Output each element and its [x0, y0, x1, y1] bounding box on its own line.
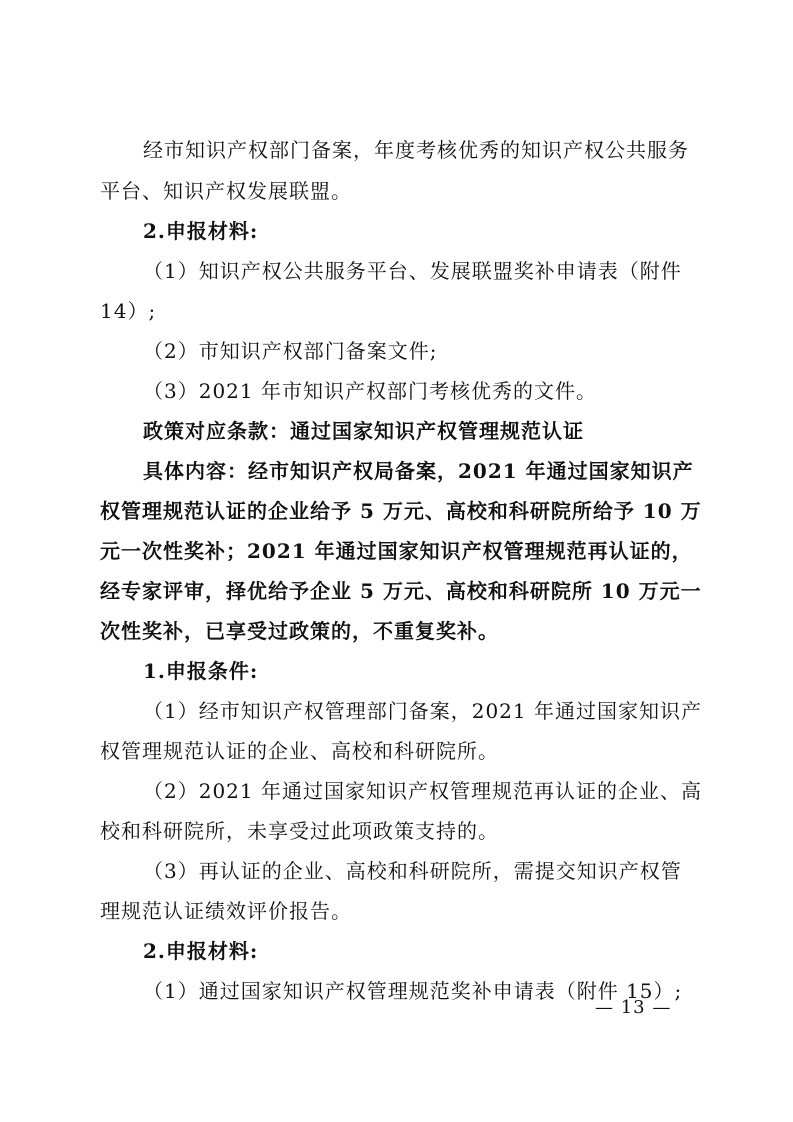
paragraph-line: （2）市知识产权部门备案文件; — [143, 339, 438, 363]
paragraph-line: （3）2021 年市知识产权部门考核优秀的文件。 — [143, 379, 597, 403]
paragraph-line: 平台、知识产权发展联盟。 — [100, 179, 352, 203]
page-number: — 13 — — [595, 997, 672, 1018]
policy-content-line: 权管理规范认证的企业给予 5 万元、高校和科研院所给予 10 万 — [100, 499, 702, 523]
section-heading: 1.申报条件: — [143, 659, 259, 683]
policy-clause-heading: 政策对应条款：通过国家知识产权管理规范认证 — [143, 419, 584, 443]
paragraph-line: （1）经市知识产权管理部门备案，2021 年通过国家知识产 — [143, 699, 702, 723]
policy-content-line: 次性奖补，已享受过政策的，不重复奖补。 — [100, 619, 499, 643]
paragraph-line: （1）通过国家知识产权管理规范奖补申请表（附件 15）; — [143, 979, 683, 1003]
paragraph-line: 理规范认证绩效评价报告。 — [100, 899, 352, 923]
paragraph-line: 经市知识产权部门备案，年度考核优秀的知识产权公共服务 — [143, 138, 689, 162]
paragraph-line: （3）再认证的企业、高校和科研院所，需提交知识产权管 — [143, 859, 682, 883]
policy-content-line: 具体内容：经市知识产权局备案，2021 年通过国家知识产 — [143, 459, 694, 483]
section-heading: 2.申报材料: — [143, 219, 259, 243]
paragraph-line: 权管理规范认证的企业、高校和科研院所。 — [100, 739, 499, 763]
policy-content-line: 元一次性奖补；2021 年通过国家知识产权管理规范再认证的， — [100, 539, 693, 563]
paragraph-line: 校和科研院所，未享受过此项政策支持的。 — [100, 819, 499, 843]
paragraph-line: 14）; — [100, 299, 157, 323]
paragraph-line: （1）知识产权公共服务平台、发展联盟奖补申请表（附件 — [143, 259, 682, 283]
policy-content-line: 经专家评审，择优给予企业 5 万元、高校和科研院所 10 万元一 — [100, 579, 702, 603]
paragraph-line: （2）2021 年通过国家知识产权管理规范再认证的企业、高 — [143, 779, 702, 803]
section-heading: 2.申报材料: — [143, 939, 259, 963]
